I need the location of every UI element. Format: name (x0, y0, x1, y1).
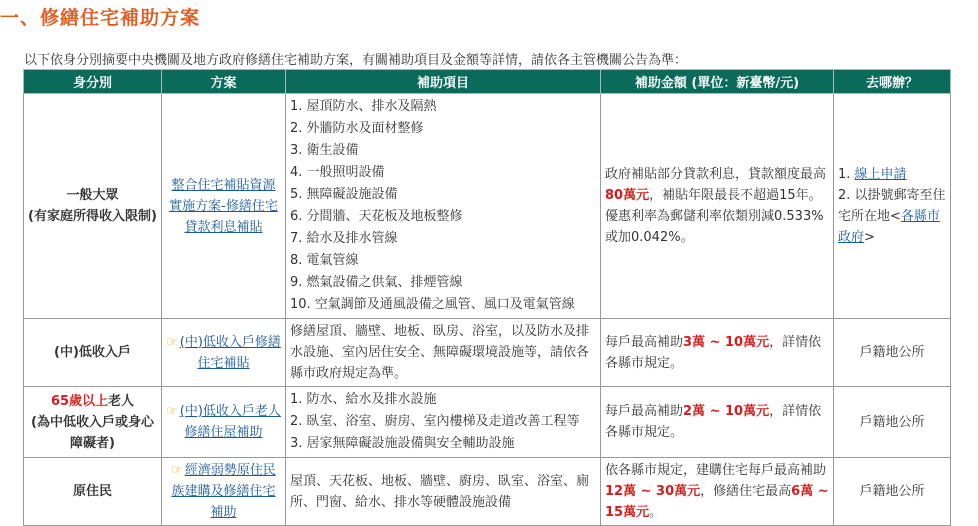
amount-cell (601, 94, 834, 319)
pointing-hand-icon: ☞ (166, 404, 178, 419)
list-item: 7. 給水及排水管線 (290, 231, 398, 246)
amount-cell (601, 387, 834, 458)
amount-cell (601, 458, 834, 526)
where-cell: 戶籍地公所 (834, 319, 951, 387)
plan-cell (162, 319, 286, 387)
amount-highlight: 6萬 ~ 15萬元 (605, 484, 829, 520)
items-cell: 修繕屋頂、牆壁、地板、臥房、浴室，以及防水及排水設施、室內居住安全、無障礙環境設施等，請依各縣市政府規定為準。 (286, 319, 601, 387)
identity-label: 原住民 (72, 484, 112, 499)
table-row (24, 458, 951, 526)
amount-text: ，詳情依各縣市規定。 (605, 404, 822, 440)
plan-cell (162, 387, 286, 458)
amount-text: 每戶最高補助 (605, 334, 684, 350)
identity-age-highlight: 65歲以上 (50, 393, 109, 409)
amount-highlight: 12萬 ~ 30萬元 (605, 484, 701, 499)
amount-highlight: 80萬元 (605, 188, 650, 203)
plan-link[interactable]: 整合住宅補貼資源實施方案-修繕住宅貸款利息補貼 (169, 177, 278, 235)
identity-cell (24, 94, 162, 319)
list-item: 8. 電氣管線 (290, 253, 359, 268)
identity-label: 老人 (108, 393, 135, 409)
amount-text: 。 (649, 505, 663, 520)
apply-online-link[interactable]: 線上申請 (854, 167, 907, 182)
list-item: 9. 燃氣設備之供氣、排煙管線 (290, 275, 463, 290)
where-cell: 戶籍地公所 (834, 458, 951, 526)
identity-cell (24, 319, 162, 387)
where-text: > (864, 230, 875, 245)
where-cell (834, 94, 951, 319)
amount-highlight: 2萬 ~ 10萬元 (683, 404, 770, 419)
intro-text: 以下依身分別摘要中央機關及地方政府修繕住宅補助方案，有關補助項目及金額等詳情，請依各主管機關公告為準： (24, 53, 688, 68)
items-cell (286, 387, 601, 458)
plan-cell (162, 94, 286, 319)
amount-highlight: 3萬 ~ 10萬元 (683, 334, 770, 350)
header-plan: 方案 (162, 70, 286, 94)
amount-text: 政府補貼部分貸款利息，貸款額度最高 (605, 167, 827, 182)
where-text: 2. 以掛號郵寄至住宅所在地< (838, 188, 946, 224)
amount-text: ，補貼年限最長不超過15年。優惠利率為郵儲利率依類別減0.533%或加0.042%。 (605, 188, 824, 245)
list-item: 3. 衛生設備 (290, 143, 359, 158)
identity-cell (24, 387, 162, 458)
list-item: 6. 分間牆、天花板及地板整修 (290, 209, 463, 224)
plan-cell (162, 458, 286, 526)
identity-label: (中)低收入戶 (54, 345, 131, 360)
pointing-hand-icon: ☞ (166, 334, 178, 350)
table-header-row (24, 70, 951, 94)
amount-text: 每戶最高補助 (605, 404, 684, 419)
pointing-hand-icon: ☞ (171, 463, 183, 478)
where-text: 1. (838, 167, 855, 182)
amount-text: ，詳情依各縣市規定。 (605, 334, 822, 371)
identity-label: 一般大眾 (66, 188, 119, 203)
table-row (24, 94, 951, 319)
list-item: 2. 外牆防水及面材整修 (290, 121, 424, 136)
plan-link[interactable]: 經濟弱勢原住民族建購及修繕住宅補助 (171, 463, 276, 520)
identity-sub: (為中低收入戶或身心障礙者) (31, 414, 154, 451)
items-cell (286, 94, 601, 319)
items-cell: 屋頂、天花板、地板、牆壁、廚房、臥室、浴室、廁所、門窗、給水、排水等硬體設施設備 (286, 458, 601, 526)
list-item: 4. 一般照明設備 (290, 165, 385, 180)
identity-sub: (有家庭所得收入限制) (28, 209, 157, 224)
header-where: 去哪辦？ (834, 70, 951, 94)
list-item: 3. 居家無障礙設施設備與安全輔助設施 (290, 436, 515, 451)
header-items: 補助項目 (286, 70, 601, 94)
header-identity: 身分別 (24, 70, 162, 94)
list-item: 2. 臥室、浴室、廚房、室內樓梯及走道改善工程等 (290, 414, 580, 429)
section-title: 一、修繕住宅補助方案 (0, 7, 201, 29)
list-item: 10. 空氣調節及通風設備之風管、風口及電氣管線 (290, 297, 575, 312)
list-item: 5. 無障礙設施設備 (290, 187, 398, 202)
table-row (24, 319, 951, 387)
list-item: 1. 屋頂防水、排水及隔熱 (290, 99, 437, 114)
plan-link[interactable]: (中)低收入戶修繕住宅補貼 (179, 334, 281, 371)
identity-cell (24, 458, 162, 526)
list-item: 1. 防水、給水及排水設施 (290, 392, 437, 407)
where-cell: 戶籍地公所 (834, 387, 951, 458)
county-government-link[interactable]: 各縣市政府 (838, 209, 940, 245)
amount-text: ，修繕住宅最高 (700, 484, 792, 499)
table-row (24, 387, 951, 458)
subsidy-table (23, 69, 951, 526)
plan-link[interactable]: (中)低收入戶老人修繕住屋補助 (179, 404, 281, 440)
amount-cell (601, 319, 834, 387)
amount-text: 依各縣市規定，建購住宅每戶最高補助 (605, 463, 827, 478)
header-amount: 補助金額 (單位：新臺幣/元) (601, 70, 834, 94)
